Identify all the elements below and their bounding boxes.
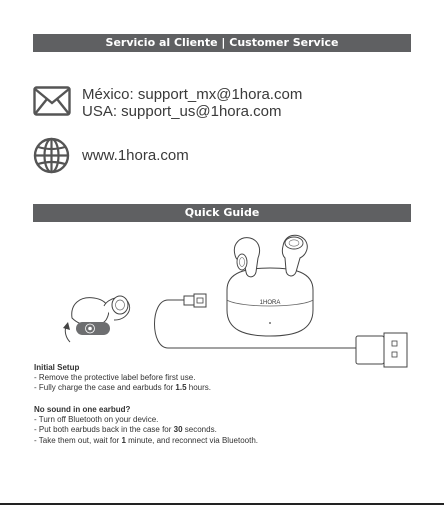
left-earbud-illustration [234,238,259,277]
earbud-label-removal-illustration [63,296,130,342]
setup-step-1: - Remove the protective label before first use. [34,373,196,383]
initial-setup-heading: Initial Setup [34,363,80,372]
no-sound-section [34,405,258,446]
usa-email: USA: support_us@1hora.com [82,103,282,120]
no-sound-step-1: - Turn off Bluetooth on your device. [34,415,159,425]
no-sound-heading: No sound in one earbud? [34,405,131,414]
usb-a-connector-illustration [356,333,407,367]
charging-illustration [0,228,444,368]
customer-service-header: Servicio al Cliente | Customer Service [33,34,411,52]
mail-icon [33,86,71,116]
usb-c-connector-illustration [184,294,206,307]
setup-step-2: - Fully charge the case and earbuds for 1.5 hours. [34,383,212,393]
bottom-divider [0,503,444,505]
globe-icon [33,137,70,174]
no-sound-step-2: - Put both earbuds back in the case for 30 seconds. [34,425,217,435]
charging-case-illustration [227,268,313,336]
quick-guide-header: Quick Guide [33,204,411,222]
website-link[interactable]: www.1hora.com [82,147,189,164]
mexico-email: México: support_mx@1hora.com [82,86,303,103]
initial-setup-section [34,363,211,394]
case-logo: 1HORA [259,300,281,306]
no-sound-step-3: - Take them out, wait for 1 minute, and reconnect via Bluetooth. [34,435,258,445]
right-earbud-illustration [282,235,307,276]
